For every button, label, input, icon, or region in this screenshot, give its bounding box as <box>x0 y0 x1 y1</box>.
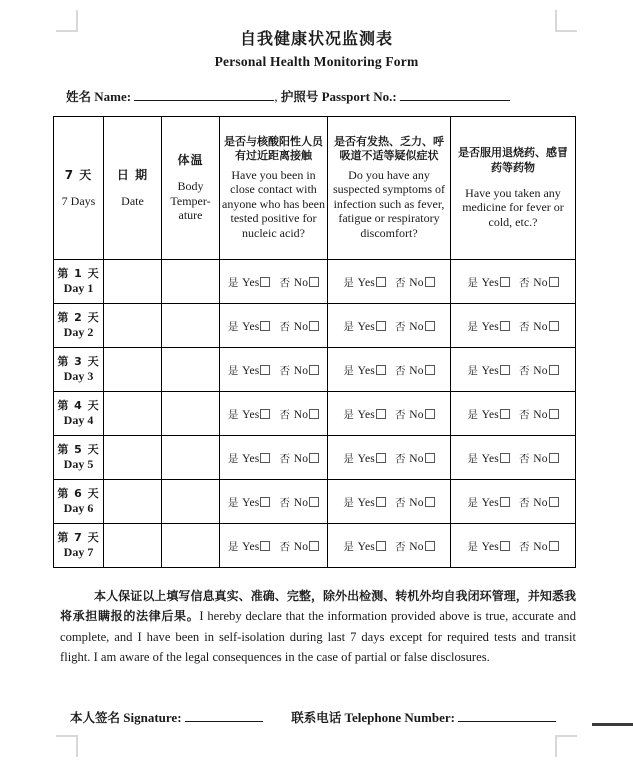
yes-checkbox[interactable] <box>376 541 386 551</box>
yes-no-group <box>343 277 434 289</box>
table-row <box>54 480 576 524</box>
no-label-english: No <box>409 364 424 377</box>
day-label-chinese: 第 3 天 <box>57 354 100 368</box>
header-days-chinese: 7 天 <box>64 167 93 182</box>
yes-label-english: Yes <box>357 276 375 289</box>
contact-answer-cell <box>220 260 328 304</box>
symptoms-answer-cell <box>328 436 451 480</box>
day-label-chinese: 第 6 天 <box>57 486 100 500</box>
date-cell[interactable] <box>104 304 162 348</box>
passport-label-english: Passport No.: <box>321 89 397 104</box>
yes-label-chinese: 是 <box>343 364 358 377</box>
day-cell <box>54 436 104 480</box>
yes-checkbox[interactable] <box>260 409 270 419</box>
day-label-english: Day 4 <box>63 412 94 427</box>
table-row <box>54 524 576 568</box>
no-checkbox[interactable] <box>309 365 319 375</box>
symptoms-answer-cell <box>328 392 451 436</box>
name-label-chinese: 姓名 <box>66 89 92 104</box>
yes-label-chinese: 是 <box>227 408 243 421</box>
yes-label-english: Yes <box>242 408 260 421</box>
no-label-english: No <box>409 320 424 333</box>
no-label-english: No <box>533 540 548 553</box>
header-temperature-chinese: 体温 <box>177 152 204 167</box>
no-checkbox[interactable] <box>425 453 435 463</box>
yes-label-chinese: 是 <box>343 540 358 553</box>
yes-no-group <box>228 453 319 465</box>
header-temperature-english: Body Temper-ature <box>170 179 211 223</box>
telephone-label-chinese: 联系电话 <box>291 710 342 725</box>
day-label-english: Day 1 <box>63 280 94 295</box>
header-cell-contact-question <box>220 117 328 260</box>
medicine-answer-cell <box>451 348 576 392</box>
yes-label-chinese: 是 <box>467 408 482 421</box>
no-checkbox[interactable] <box>549 453 559 463</box>
day-label-english: Day 5 <box>63 456 94 471</box>
temperature-cell[interactable] <box>162 524 220 568</box>
yes-label-english: Yes <box>357 452 375 465</box>
no-label-english: No <box>409 496 424 509</box>
header-cell-days <box>54 117 104 260</box>
table-row <box>54 304 576 348</box>
no-label-english: No <box>533 276 548 289</box>
no-checkbox[interactable] <box>425 497 435 507</box>
yes-label-english: Yes <box>242 320 260 333</box>
yes-checkbox[interactable] <box>500 365 510 375</box>
yes-label-chinese: 是 <box>227 276 243 289</box>
contact-answer-cell <box>220 436 328 480</box>
yes-checkbox[interactable] <box>376 497 386 507</box>
yes-no-group <box>228 409 319 421</box>
table-body <box>54 260 576 568</box>
medicine-answer-cell <box>451 304 576 348</box>
temperature-cell[interactable] <box>162 392 220 436</box>
day-cell <box>54 392 104 436</box>
yes-label-chinese: 是 <box>343 408 358 421</box>
yes-label-chinese: 是 <box>467 452 482 465</box>
no-label-english: No <box>533 496 548 509</box>
day-cell <box>54 304 104 348</box>
no-label-english: No <box>293 452 309 465</box>
contact-answer-cell <box>220 392 328 436</box>
yes-no-group <box>467 321 558 333</box>
temperature-cell[interactable] <box>162 348 220 392</box>
yes-label-chinese: 是 <box>467 540 482 553</box>
yes-no-group <box>343 497 434 509</box>
header-cell-date <box>104 117 162 260</box>
header-days-english: 7 Days <box>61 193 96 208</box>
no-label-chinese: 否 <box>279 452 294 465</box>
signature-line <box>70 708 556 726</box>
no-label-chinese: 否 <box>518 276 534 289</box>
yes-label-english: Yes <box>242 276 260 289</box>
yes-label-chinese: 是 <box>227 364 243 377</box>
yes-no-group <box>343 541 434 553</box>
no-checkbox[interactable] <box>309 409 319 419</box>
header-symptoms-chinese: 是否有发热、乏力、呼吸道不适等疑似症状 <box>334 135 444 163</box>
header-medicine-english: Have you taken any medicine for fever or cold, etc.? <box>462 185 564 229</box>
no-label-chinese: 否 <box>394 540 410 553</box>
day-cell <box>54 348 104 392</box>
health-monitoring-table <box>53 116 576 568</box>
yes-label-chinese: 是 <box>227 540 243 553</box>
passport-input-blank[interactable] <box>400 100 510 101</box>
date-cell[interactable] <box>104 480 162 524</box>
day-label-chinese: 第 5 天 <box>57 442 100 456</box>
table-row <box>54 348 576 392</box>
yes-no-group <box>343 321 434 333</box>
no-label-english: No <box>293 496 309 509</box>
yes-checkbox[interactable] <box>260 365 270 375</box>
telephone-input-blank[interactable] <box>458 721 556 722</box>
yes-label-chinese: 是 <box>343 320 358 333</box>
yes-label-english: Yes <box>242 496 260 509</box>
yes-label-chinese: 是 <box>227 320 243 333</box>
table-row <box>54 392 576 436</box>
day-label-english: Day 2 <box>63 324 94 339</box>
contact-answer-cell <box>220 304 328 348</box>
no-label-chinese: 否 <box>394 320 410 333</box>
yes-label-chinese: 是 <box>227 496 243 509</box>
yes-label-english: Yes <box>481 276 499 289</box>
day-cell <box>54 524 104 568</box>
yes-label-english: Yes <box>242 540 260 553</box>
day-cell <box>54 480 104 524</box>
no-checkbox[interactable] <box>549 541 559 551</box>
yes-label-english: Yes <box>481 408 499 421</box>
yes-label-chinese: 是 <box>467 320 482 333</box>
yes-checkbox[interactable] <box>260 453 270 463</box>
header-cell-medicine-question <box>451 117 576 260</box>
day-label-chinese: 第 4 天 <box>57 398 100 412</box>
medicine-answer-cell <box>451 480 576 524</box>
no-label-english: No <box>409 540 424 553</box>
name-label-english: Name: <box>94 89 132 104</box>
temperature-cell[interactable] <box>162 304 220 348</box>
passport-label-chinese: 护照号 <box>280 89 319 104</box>
yes-checkbox[interactable] <box>500 497 510 507</box>
no-label-chinese: 否 <box>279 364 294 377</box>
yes-label-english: Yes <box>357 408 375 421</box>
medicine-answer-cell <box>451 260 576 304</box>
day-label-chinese: 第 1 天 <box>57 266 100 280</box>
declaration-english: I hereby declare that the information provided above is true, accurate and complete, and I have been in self-isolation during last 7 days except for required tests and transit flight. I am aware of the legal consequences in the case of partial or false disclosures. <box>60 609 576 665</box>
identity-line <box>0 87 633 105</box>
header-date-chinese: 日 期 <box>116 167 149 182</box>
day-label-english: Day 3 <box>63 368 94 383</box>
yes-no-group <box>228 321 319 333</box>
symptoms-answer-cell <box>328 260 451 304</box>
medicine-answer-cell <box>451 392 576 436</box>
no-label-english: No <box>533 320 548 333</box>
no-label-chinese: 否 <box>279 496 294 509</box>
yes-label-english: Yes <box>242 364 260 377</box>
no-checkbox[interactable] <box>309 321 319 331</box>
yes-no-group <box>467 277 558 289</box>
yes-label-english: Yes <box>481 452 499 465</box>
contact-answer-cell <box>220 524 328 568</box>
no-label-chinese: 否 <box>518 540 534 553</box>
no-checkbox[interactable] <box>309 453 319 463</box>
no-label-english: No <box>409 276 424 289</box>
no-label-english: No <box>533 408 548 421</box>
medicine-answer-cell <box>451 436 576 480</box>
no-label-chinese: 否 <box>518 496 534 509</box>
no-label-chinese: 否 <box>518 364 534 377</box>
yes-label-english: Yes <box>357 364 375 377</box>
no-checkbox[interactable] <box>309 541 319 551</box>
yes-no-group <box>467 409 558 421</box>
yes-checkbox[interactable] <box>500 409 510 419</box>
table-header-row <box>54 117 576 260</box>
signature-label-chinese: 本人签名 <box>70 710 121 725</box>
no-checkbox[interactable] <box>425 409 435 419</box>
no-label-chinese: 否 <box>394 408 410 421</box>
yes-no-group <box>228 541 319 553</box>
yes-no-group <box>467 497 558 509</box>
no-label-english: No <box>533 364 548 377</box>
yes-no-group <box>343 409 434 421</box>
no-label-english: No <box>293 364 309 377</box>
no-checkbox[interactable] <box>549 497 559 507</box>
yes-checkbox[interactable] <box>500 541 510 551</box>
yes-checkbox[interactable] <box>260 321 270 331</box>
yes-label-english: Yes <box>481 364 499 377</box>
yes-checkbox[interactable] <box>260 497 270 507</box>
no-label-english: No <box>293 276 309 289</box>
date-cell[interactable] <box>104 392 162 436</box>
day-cell <box>54 260 104 304</box>
no-label-chinese: 否 <box>394 364 410 377</box>
no-checkbox[interactable] <box>549 277 559 287</box>
symptoms-answer-cell <box>328 304 451 348</box>
declaration-chinese: 本人保证以上填写信息真实、准确、完整，除外出检测、转机外均自我闭环管理，并知悉我将承担瞒报的法律后果。 <box>60 589 576 624</box>
no-label-english: No <box>533 452 548 465</box>
yes-no-group <box>343 453 434 465</box>
day-label-chinese: 第 2 天 <box>57 310 100 324</box>
temperature-cell[interactable] <box>162 436 220 480</box>
symptoms-answer-cell <box>328 348 451 392</box>
no-label-english: No <box>409 452 424 465</box>
yes-label-english: Yes <box>357 320 375 333</box>
temperature-cell[interactable] <box>162 260 220 304</box>
identity-comma: , <box>274 89 278 104</box>
header-medicine-chinese: 是否服用退烧药、感冒药等药物 <box>458 146 568 174</box>
no-label-english: No <box>293 320 309 333</box>
no-label-chinese: 否 <box>279 276 294 289</box>
telephone-label-english: Telephone Number: <box>344 710 455 725</box>
header-contact-chinese: 是否与核酸阳性人员有过近距离接触 <box>224 135 323 163</box>
header-symptoms-english: Do you have any suspected symptoms of infection such as fever, fatigue or respiratory discomfort? <box>333 167 445 241</box>
no-checkbox[interactable] <box>425 541 435 551</box>
no-label-chinese: 否 <box>394 452 410 465</box>
yes-no-group <box>228 365 319 377</box>
yes-no-group <box>467 453 558 465</box>
no-checkbox[interactable] <box>549 321 559 331</box>
day-label-english: Day 7 <box>63 544 94 559</box>
contact-answer-cell <box>220 348 328 392</box>
no-checkbox[interactable] <box>425 277 435 287</box>
yes-checkbox[interactable] <box>376 409 386 419</box>
no-label-chinese: 否 <box>279 408 294 421</box>
yes-label-english: Yes <box>357 540 375 553</box>
table-row <box>54 260 576 304</box>
no-checkbox[interactable] <box>425 365 435 375</box>
day-label-english: Day 6 <box>63 500 94 515</box>
yes-label-english: Yes <box>481 320 499 333</box>
yes-checkbox[interactable] <box>376 453 386 463</box>
yes-checkbox[interactable] <box>260 541 270 551</box>
symptoms-answer-cell <box>328 524 451 568</box>
yes-label-chinese: 是 <box>467 496 482 509</box>
header-date-english: Date <box>121 193 144 208</box>
no-label-english: No <box>293 408 309 421</box>
contact-answer-cell <box>220 480 328 524</box>
yes-label-chinese: 是 <box>467 276 482 289</box>
no-label-english: No <box>293 540 309 553</box>
yes-label-english: Yes <box>481 496 499 509</box>
symptoms-answer-cell <box>328 480 451 524</box>
day-label-chinese: 第 7 天 <box>57 530 100 544</box>
declaration-paragraph <box>60 586 576 668</box>
date-cell[interactable] <box>104 524 162 568</box>
no-label-chinese: 否 <box>279 320 294 333</box>
yes-label-chinese: 是 <box>467 364 482 377</box>
page-title-chinese: 自我健康状况监测表 <box>239 29 393 48</box>
header-cell-symptoms-question <box>328 117 451 260</box>
yes-label-english: Yes <box>357 496 375 509</box>
yes-label-chinese: 是 <box>227 452 243 465</box>
yes-no-group <box>228 277 319 289</box>
yes-no-group <box>467 365 558 377</box>
header-contact-english: Have you been in close contact with anyone who has been tested positive for nucleic acid? <box>222 167 325 241</box>
yes-no-group <box>228 497 319 509</box>
crop-mark-bottom-right <box>555 735 577 757</box>
medicine-answer-cell <box>451 524 576 568</box>
yes-label-chinese: 是 <box>343 276 358 289</box>
no-label-chinese: 否 <box>518 452 534 465</box>
yes-checkbox[interactable] <box>500 453 510 463</box>
no-label-english: No <box>409 408 424 421</box>
name-input-blank[interactable] <box>134 100 274 101</box>
edge-bar <box>592 723 633 726</box>
no-label-chinese: 否 <box>518 320 534 333</box>
temperature-cell[interactable] <box>162 480 220 524</box>
signature-input-blank[interactable] <box>185 721 263 722</box>
no-checkbox[interactable] <box>309 497 319 507</box>
date-cell[interactable] <box>104 260 162 304</box>
no-checkbox[interactable] <box>425 321 435 331</box>
yes-checkbox[interactable] <box>376 277 386 287</box>
date-cell[interactable] <box>104 348 162 392</box>
no-label-chinese: 否 <box>518 408 534 421</box>
no-checkbox[interactable] <box>309 277 319 287</box>
page-title-english: Personal Health Monitoring Form <box>214 54 419 69</box>
date-cell[interactable] <box>104 436 162 480</box>
header-cell-temperature <box>162 117 220 260</box>
yes-checkbox[interactable] <box>376 365 386 375</box>
table-row <box>54 436 576 480</box>
signature-label-english: Signature: <box>123 710 182 725</box>
crop-mark-bottom-left <box>56 735 78 757</box>
yes-label-chinese: 是 <box>343 496 358 509</box>
yes-checkbox[interactable] <box>500 277 510 287</box>
yes-checkbox[interactable] <box>260 277 270 287</box>
no-label-chinese: 否 <box>394 496 410 509</box>
yes-checkbox[interactable] <box>376 321 386 331</box>
yes-label-chinese: 是 <box>343 452 358 465</box>
yes-checkbox[interactable] <box>500 321 510 331</box>
yes-label-english: Yes <box>242 452 260 465</box>
no-checkbox[interactable] <box>549 409 559 419</box>
no-label-chinese: 否 <box>394 276 410 289</box>
yes-label-english: Yes <box>481 540 499 553</box>
no-checkbox[interactable] <box>549 365 559 375</box>
yes-no-group <box>467 541 558 553</box>
no-label-chinese: 否 <box>279 540 294 553</box>
yes-no-group <box>343 365 434 377</box>
